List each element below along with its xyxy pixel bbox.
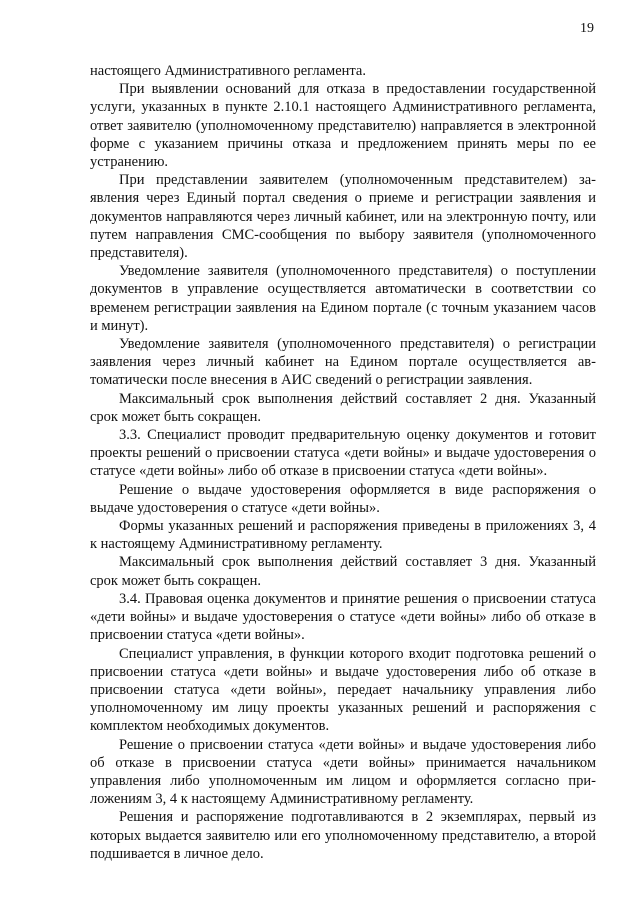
paragraph-copies: Решения и распоряжение подготавливаются в 2 экземплярах, первый из которых выдается заявителю или его уполномоченному представителю, а второй подшивается в личное дело. (90, 809, 596, 862)
document-body (90, 62, 596, 863)
paragraph-refusal-notice: При выявлении оснований для отказа в предоставлении государственной услуги, указанных в пункте 2.10.1 настоящего Административного регламента, ответ заявителю (уполномоченному представителю) направляется в электронной форме с указанием причины отказа и предложением принять меры по ее устранению. (90, 81, 596, 171)
paragraph-specialist-duties: Специалист управления, в функции которого входит подготовка решений о присвоении статуса «дети войны» и выдаче удостоверения либо об отказе в присвоении статуса «дети войны», передает начальнику управления либо уполномоченному им лицу проекты указанных решений и распоряжения с комплектом необходимых документов. (90, 645, 596, 735)
page-number: 19 (580, 21, 594, 36)
paragraph-deadline-2-days: Максимальный срок выполнения действий составляет 2 дня. Указанный срок может быть сокращен. (90, 390, 596, 425)
paragraph-forms-appendix: Формы указанных решений и распоряжения приведены в приложениях 3, 4 к настоящему Административному регламенту. (90, 518, 596, 553)
paragraph-continuation: настоящего Административного регламента. (90, 63, 366, 79)
paragraph-section-3-3: 3.3. Специалист проводит предварительную оценку документов и готовит проекты решений о присвоении статуса «дети войны» и выдаче удостоверения о статусе «дети войны» либо об отказе в присвоении статуса «дети войны». (90, 427, 596, 480)
paragraph-decision-approval: Решение о присвоении статуса «дети войны» и выдаче удостоверения либо об отказе в присвоении статуса «дети войны» принимается начальником управления либо уполномоченным им лицом и оформляется согласно приложениям 3, 4 к настоящему Административному регламенту. (90, 736, 596, 808)
paragraph-certificate-decision: Решение о выдаче удостоверения оформляется в виде распоряжения о выдаче удостоверения о статусе «дети войны». (90, 481, 596, 516)
paragraph-portal-submission: При представлении заявителем (уполномоченным представителем) заявления через Единый портал сведения о приеме и регистрации заявления и документов направляются через личный кабинет, или на электронную почту, или путем направления СМС-сообщения по выбору заявителя (уполномоченного представителя). (90, 172, 596, 262)
paragraph-receipt-notification: Уведомление заявителя (уполномоченного представителя) о поступлении документов в управление осуществляется автоматически в соответствии со временем регистрации заявления на Едином портале (с точным указанием часов и минут). (90, 263, 596, 334)
paragraph-deadline-3-days: Максимальный срок выполнения действий составляет 3 дня. Указанный срок может быть сокращен. (90, 554, 596, 589)
paragraph-section-3-4: 3.4. Правовая оценка документов и принятие решения о присвоении статуса «дети войны» и выдаче удостоверения о статусе «дети войны» либо об отказе в присвоении статуса «дети войны». (90, 590, 596, 644)
paragraph-registration-notification: Уведомление заявителя (уполномоченного представителя) о регистрации заявления через личный кабинет на Едином портале осуществляется автоматически после внесения в АИС сведений о регистрации заявления. (90, 336, 596, 389)
